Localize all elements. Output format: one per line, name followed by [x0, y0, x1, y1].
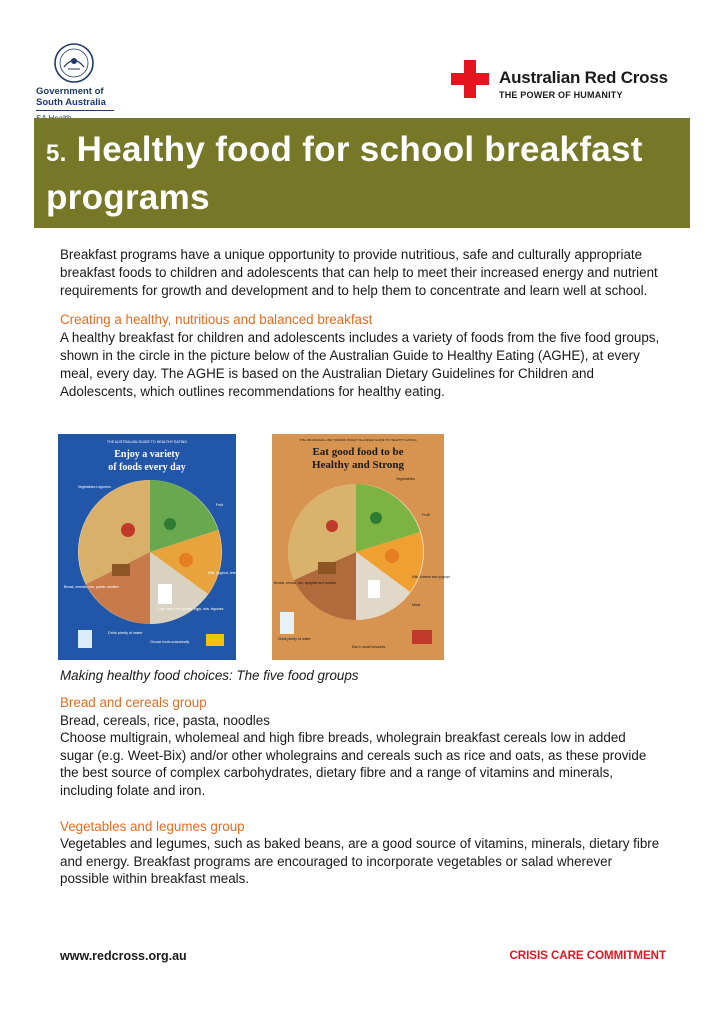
red-cross-icon — [451, 60, 489, 98]
divider — [36, 110, 114, 111]
balanced-breakfast-paragraph: A healthy breakfast for children and adolescents includes a variety of foods from the five food groups, shown in the circle in the picture below of the Australian Guide to Healthy Eating (AGHE), at every meal, every day. The AGHE is based on the Australian Dietary Guidelines for Children and Adolescents, which outlines recommendations for healthy eating. — [60, 329, 660, 400]
intro-paragraph: Breakfast programs have a unique opportunity to provide nutritious, safe and culturally appropriate breakfast foods to children and adolescents that can help to meet their increased energy and nutrient requirements for growth and development and to help them to concentrate and learn well at school. — [60, 247, 658, 299]
poster-orange-title-2: Healthy and Strong — [311, 459, 405, 471]
sa-government-logo — [36, 42, 116, 123]
poster-blue-label-water: Drink plenty of water — [108, 631, 143, 635]
poster-orange-label-fruit: Fruit — [422, 513, 430, 517]
vegetables-legumes-paragraph: Vegetables and legumes, such as baked beans, are a good source of vitamins, minerals, dietary fibre and energy. Breakfast programs are encouraged to incorporate vegetables or salad wherever possible within breakfast meals. — [60, 836, 660, 887]
image-caption: Making healthy food choices: The five food groups — [60, 668, 359, 683]
aboriginal-guide-poster-image — [272, 434, 450, 660]
red-cross-tagline: THE POWER OF HUMANITY — [499, 90, 623, 100]
aghe-poster-image — [58, 434, 242, 660]
poster-orange-label-bread: Breads, cereals, rice, spaghetti and noodles — [274, 581, 337, 585]
food-groups-content — [60, 694, 660, 888]
poster-orange-label-small: Eat in small amounts — [352, 645, 386, 649]
footer-website-link[interactable]: www.redcross.org.au — [60, 949, 187, 963]
poster-orange-label-veg: Vegetables — [396, 477, 415, 481]
poster-orange-label-water: Drink plenty of water — [278, 637, 311, 641]
main-content — [60, 246, 660, 402]
poster-blue-title-2: of foods every day — [108, 462, 186, 473]
poster-blue-label-fruit: Fruit — [216, 503, 223, 507]
poster-blue-label-milk: Milk, yoghurt, cheese — [208, 571, 242, 575]
title-banner — [34, 118, 690, 228]
food-guide-images — [58, 434, 448, 660]
bread-cereals-list: Bread, cereals, rice, pasta, noodles — [60, 712, 270, 728]
page-title — [46, 128, 678, 220]
red-cross-name: Australian Red Cross — [499, 68, 668, 87]
footer-crisis-care: CRISIS CARE COMMITMENT — [509, 950, 666, 962]
section-heading-balanced-breakfast: Creating a healthy, nutritious and balanced breakfast — [60, 311, 373, 327]
poster-blue-label-occasional: Choose foods occasionally — [150, 640, 190, 644]
section-heading-bread-cereals: Bread and cereals group — [60, 695, 207, 710]
poster-orange-label-milk: Milk, cheese and yoghurt — [412, 575, 450, 579]
poster-blue-top-text: THE AUSTRALIAN GUIDE TO HEALTHY EATING — [106, 440, 188, 444]
section-number: 5. — [46, 140, 67, 167]
sa-crest-icon — [52, 42, 96, 84]
poster-orange-top-text: THE ABORIGINAL AND TORRES STRAIT ISLANDER GUIDE TO HEALTHY EATING — [299, 438, 417, 442]
sa-government-text: Government of South Australia — [36, 86, 106, 108]
page-title-text: Healthy food for school breakfast programs — [46, 130, 643, 217]
poster-orange-title-1: Eat good food to be — [312, 446, 404, 458]
section-heading-vegetables-legumes: Vegetables and legumes group — [60, 818, 245, 834]
bread-cereals-paragraph: Choose multigrain, wholemeal and high fibre breads, wholegrain breakfast cereals low in added sugar (e.g. Weet-Bix) and/or other wholegrains and cereals such as rice and oats, as these provide the best source of complex carbohydrates, dietary fibre and a range of vitamins and minerals, including folate and iron. — [60, 730, 647, 798]
poster-orange-label-meat: Meat — [412, 603, 421, 607]
poster-blue-label-meat: Lean meat, fish, poultry, eggs, nuts, legumes — [158, 607, 224, 611]
poster-blue-title-1: Enjoy a variety — [114, 449, 180, 460]
poster-blue-label-bread: Bread, cereals, rice, pasta, noodles — [64, 585, 119, 589]
poster-blue-label-veg: Vegetables Legumes — [78, 485, 111, 489]
